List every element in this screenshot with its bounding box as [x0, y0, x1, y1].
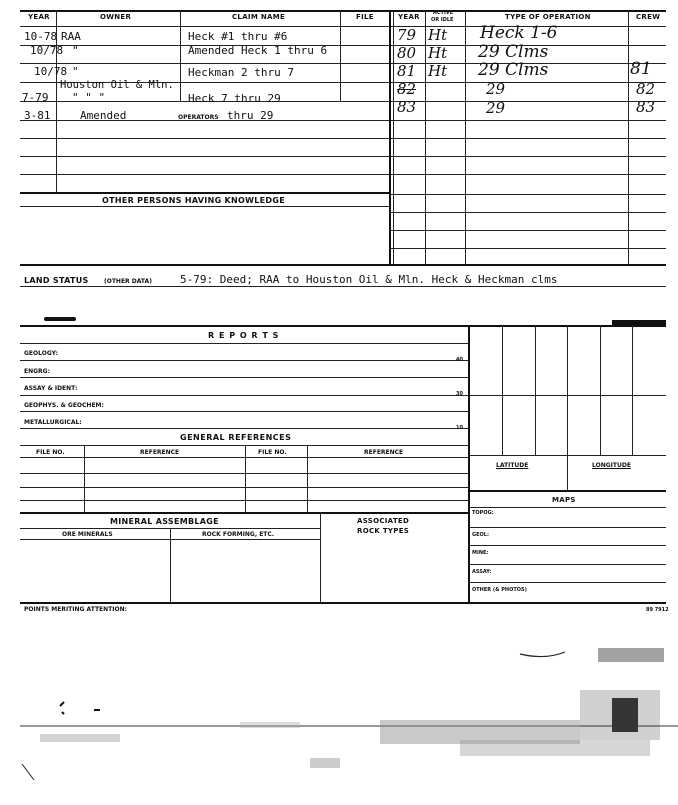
ops-crew: 81 — [630, 59, 652, 79]
ops-type: 29 Clms — [478, 60, 549, 80]
row-year: 10/78 — [34, 65, 68, 78]
rule — [20, 343, 468, 344]
col-owner: OWNER — [100, 13, 132, 21]
rule — [20, 192, 390, 194]
land-status-value: 5-79: Deed; RAA to Houston Oil & Mln. Heck & Heckman clms — [180, 273, 558, 286]
scale-label: 40 — [456, 357, 463, 363]
ops-year: 82 — [397, 80, 417, 98]
mineral-title: MINERAL ASSEMBLAGE — [110, 517, 219, 526]
report-geology: GEOLOGY: — [24, 350, 58, 357]
report-metallurgical: METALLURGICAL: — [24, 419, 82, 426]
row-claim: Heckman 2 thru 7 — [188, 66, 294, 79]
row-claim: thru 29 — [227, 109, 274, 122]
rule — [502, 325, 503, 455]
report-geophys: GEOPHYS. & GEOCHEM: — [24, 402, 104, 409]
col-year-2: YEAR — [398, 13, 420, 21]
col-year: YEAR — [28, 13, 50, 21]
rule — [468, 545, 666, 546]
land-status-sub: (OTHER DATA) — [104, 278, 152, 285]
ref-col-file-no: FILE NO. — [36, 449, 65, 456]
row-year: 7-79 — [22, 91, 49, 104]
rule — [567, 325, 568, 490]
ops-type: 29 — [486, 80, 506, 98]
col-claim-name: CLAIM NAME — [232, 13, 286, 21]
ops-active: Ht — [428, 44, 448, 62]
ore-minerals: ORE MINERALS — [62, 531, 113, 538]
rule — [468, 490, 666, 492]
rule — [468, 507, 666, 508]
longitude-label: LONGITUDE — [592, 462, 631, 469]
rule — [20, 264, 666, 266]
row-claim: Amended Heck 1 thru 6 — [188, 44, 328, 57]
rule — [320, 512, 321, 602]
ops-crew: 83 — [636, 98, 656, 116]
rule — [468, 564, 666, 565]
latitude-label: LATITUDE — [496, 462, 529, 469]
rule — [20, 377, 468, 378]
row-year: 3-81 — [24, 109, 51, 122]
rule — [20, 10, 666, 12]
rule — [465, 10, 466, 264]
rule — [535, 325, 536, 455]
rule — [20, 286, 666, 287]
rule — [390, 194, 666, 195]
rule — [20, 500, 468, 501]
row-year: 10-78 — [24, 30, 58, 43]
rule — [468, 582, 666, 583]
ops-year: 81 — [397, 62, 417, 80]
form-number: 89 7912 — [646, 607, 669, 613]
overstrike-label: OPERATORS — [178, 114, 219, 121]
general-references-title: GENERAL REFERENCES — [180, 433, 292, 442]
report-assay: ASSAY & IDENT: — [24, 385, 78, 392]
rule — [468, 325, 470, 602]
rule — [245, 445, 246, 512]
rule — [20, 445, 468, 446]
scale-label: 10 — [456, 425, 463, 431]
ops-year: 83 — [397, 98, 417, 116]
col-active-sub: OR IDLE — [431, 17, 454, 23]
rule — [20, 325, 666, 327]
ops-type: Heck 1-6 — [480, 23, 558, 43]
rule — [468, 455, 666, 456]
map-geol: GEOL: — [472, 532, 489, 538]
row-owner: RAA — [61, 30, 81, 43]
row-claim: Heck 7 thru 29 — [188, 92, 281, 105]
row-year: 10/78 — [30, 44, 64, 57]
rule — [20, 26, 666, 27]
rule — [628, 10, 629, 264]
rule — [20, 512, 468, 514]
row-owner: Amended — [80, 109, 127, 122]
rule — [20, 473, 468, 474]
scale-label: 30 — [456, 391, 463, 397]
assoc-rock-types: ASSOCIATED — [357, 517, 410, 525]
assoc-rock-types-2: ROCK TYPES — [357, 527, 410, 535]
map-assay: ASSAY: — [472, 569, 492, 575]
rule — [20, 457, 468, 458]
map-other: OTHER (& PHOTOS) — [472, 587, 527, 593]
ops-active: Ht — [428, 26, 448, 44]
rule — [84, 445, 85, 512]
row-owner: " — [72, 65, 79, 78]
rule — [632, 325, 633, 455]
rock-forming: ROCK FORMING, ETC. — [202, 531, 275, 538]
report-engrg: ENGRG: — [24, 368, 50, 375]
rule — [307, 445, 308, 512]
rule — [180, 10, 181, 102]
ref-col-reference-2: REFERENCE — [364, 449, 404, 456]
rule — [20, 174, 666, 175]
col-file: FILE — [356, 13, 374, 21]
col-active: ACTIVE — [433, 10, 454, 16]
ref-col-reference: REFERENCE — [140, 449, 180, 456]
ref-col-file-no-2: FILE NO. — [258, 449, 287, 456]
rule — [20, 395, 468, 396]
rule — [393, 10, 394, 264]
rule — [20, 45, 666, 46]
rule — [20, 156, 666, 157]
rule — [20, 101, 666, 102]
rule — [170, 528, 171, 602]
rule — [20, 63, 666, 64]
row-claim: Heck #1 thru #6 — [188, 30, 288, 43]
ops-crew: 82 — [636, 80, 656, 98]
rule — [600, 325, 601, 455]
row-owner-extra: Houston Oil & Mln. — [60, 79, 174, 91]
ops-type: 29 Clms — [478, 42, 549, 62]
rule — [20, 428, 468, 429]
ops-type: 29 — [486, 99, 506, 117]
rule — [340, 10, 341, 102]
rule — [390, 212, 666, 213]
rule — [20, 602, 666, 604]
rule — [20, 411, 468, 412]
scan-noise — [0, 630, 678, 805]
rule — [425, 10, 426, 264]
col-crew: CREW — [636, 13, 661, 21]
map-mine: MINE: — [472, 550, 489, 556]
col-type-of-operation: TYPE OF OPERATION — [505, 13, 591, 21]
scan-mark — [44, 317, 76, 321]
rule — [389, 10, 391, 264]
rule — [20, 138, 666, 139]
rule — [20, 487, 468, 488]
ops-active: Ht — [428, 62, 448, 80]
row-owner: " " " — [72, 91, 106, 104]
row-owner: " — [72, 44, 79, 57]
rule — [20, 360, 468, 361]
rule — [390, 230, 666, 231]
maps-title: MAPS — [552, 496, 576, 504]
rule — [468, 527, 666, 528]
ops-year: 79 — [397, 26, 417, 44]
rule — [468, 395, 666, 396]
other-persons-heading: OTHER PERSONS HAVING KNOWLEDGE — [102, 196, 285, 205]
points-meriting-attention: POINTS MERITING ATTENTION: — [24, 606, 128, 613]
rule — [390, 248, 666, 249]
reports-title: R E P O R T S — [208, 331, 280, 340]
map-topog: TOPOG: — [472, 510, 494, 516]
rule — [20, 206, 390, 207]
land-status-label: LAND STATUS — [24, 276, 89, 285]
ops-year: 80 — [397, 44, 417, 62]
